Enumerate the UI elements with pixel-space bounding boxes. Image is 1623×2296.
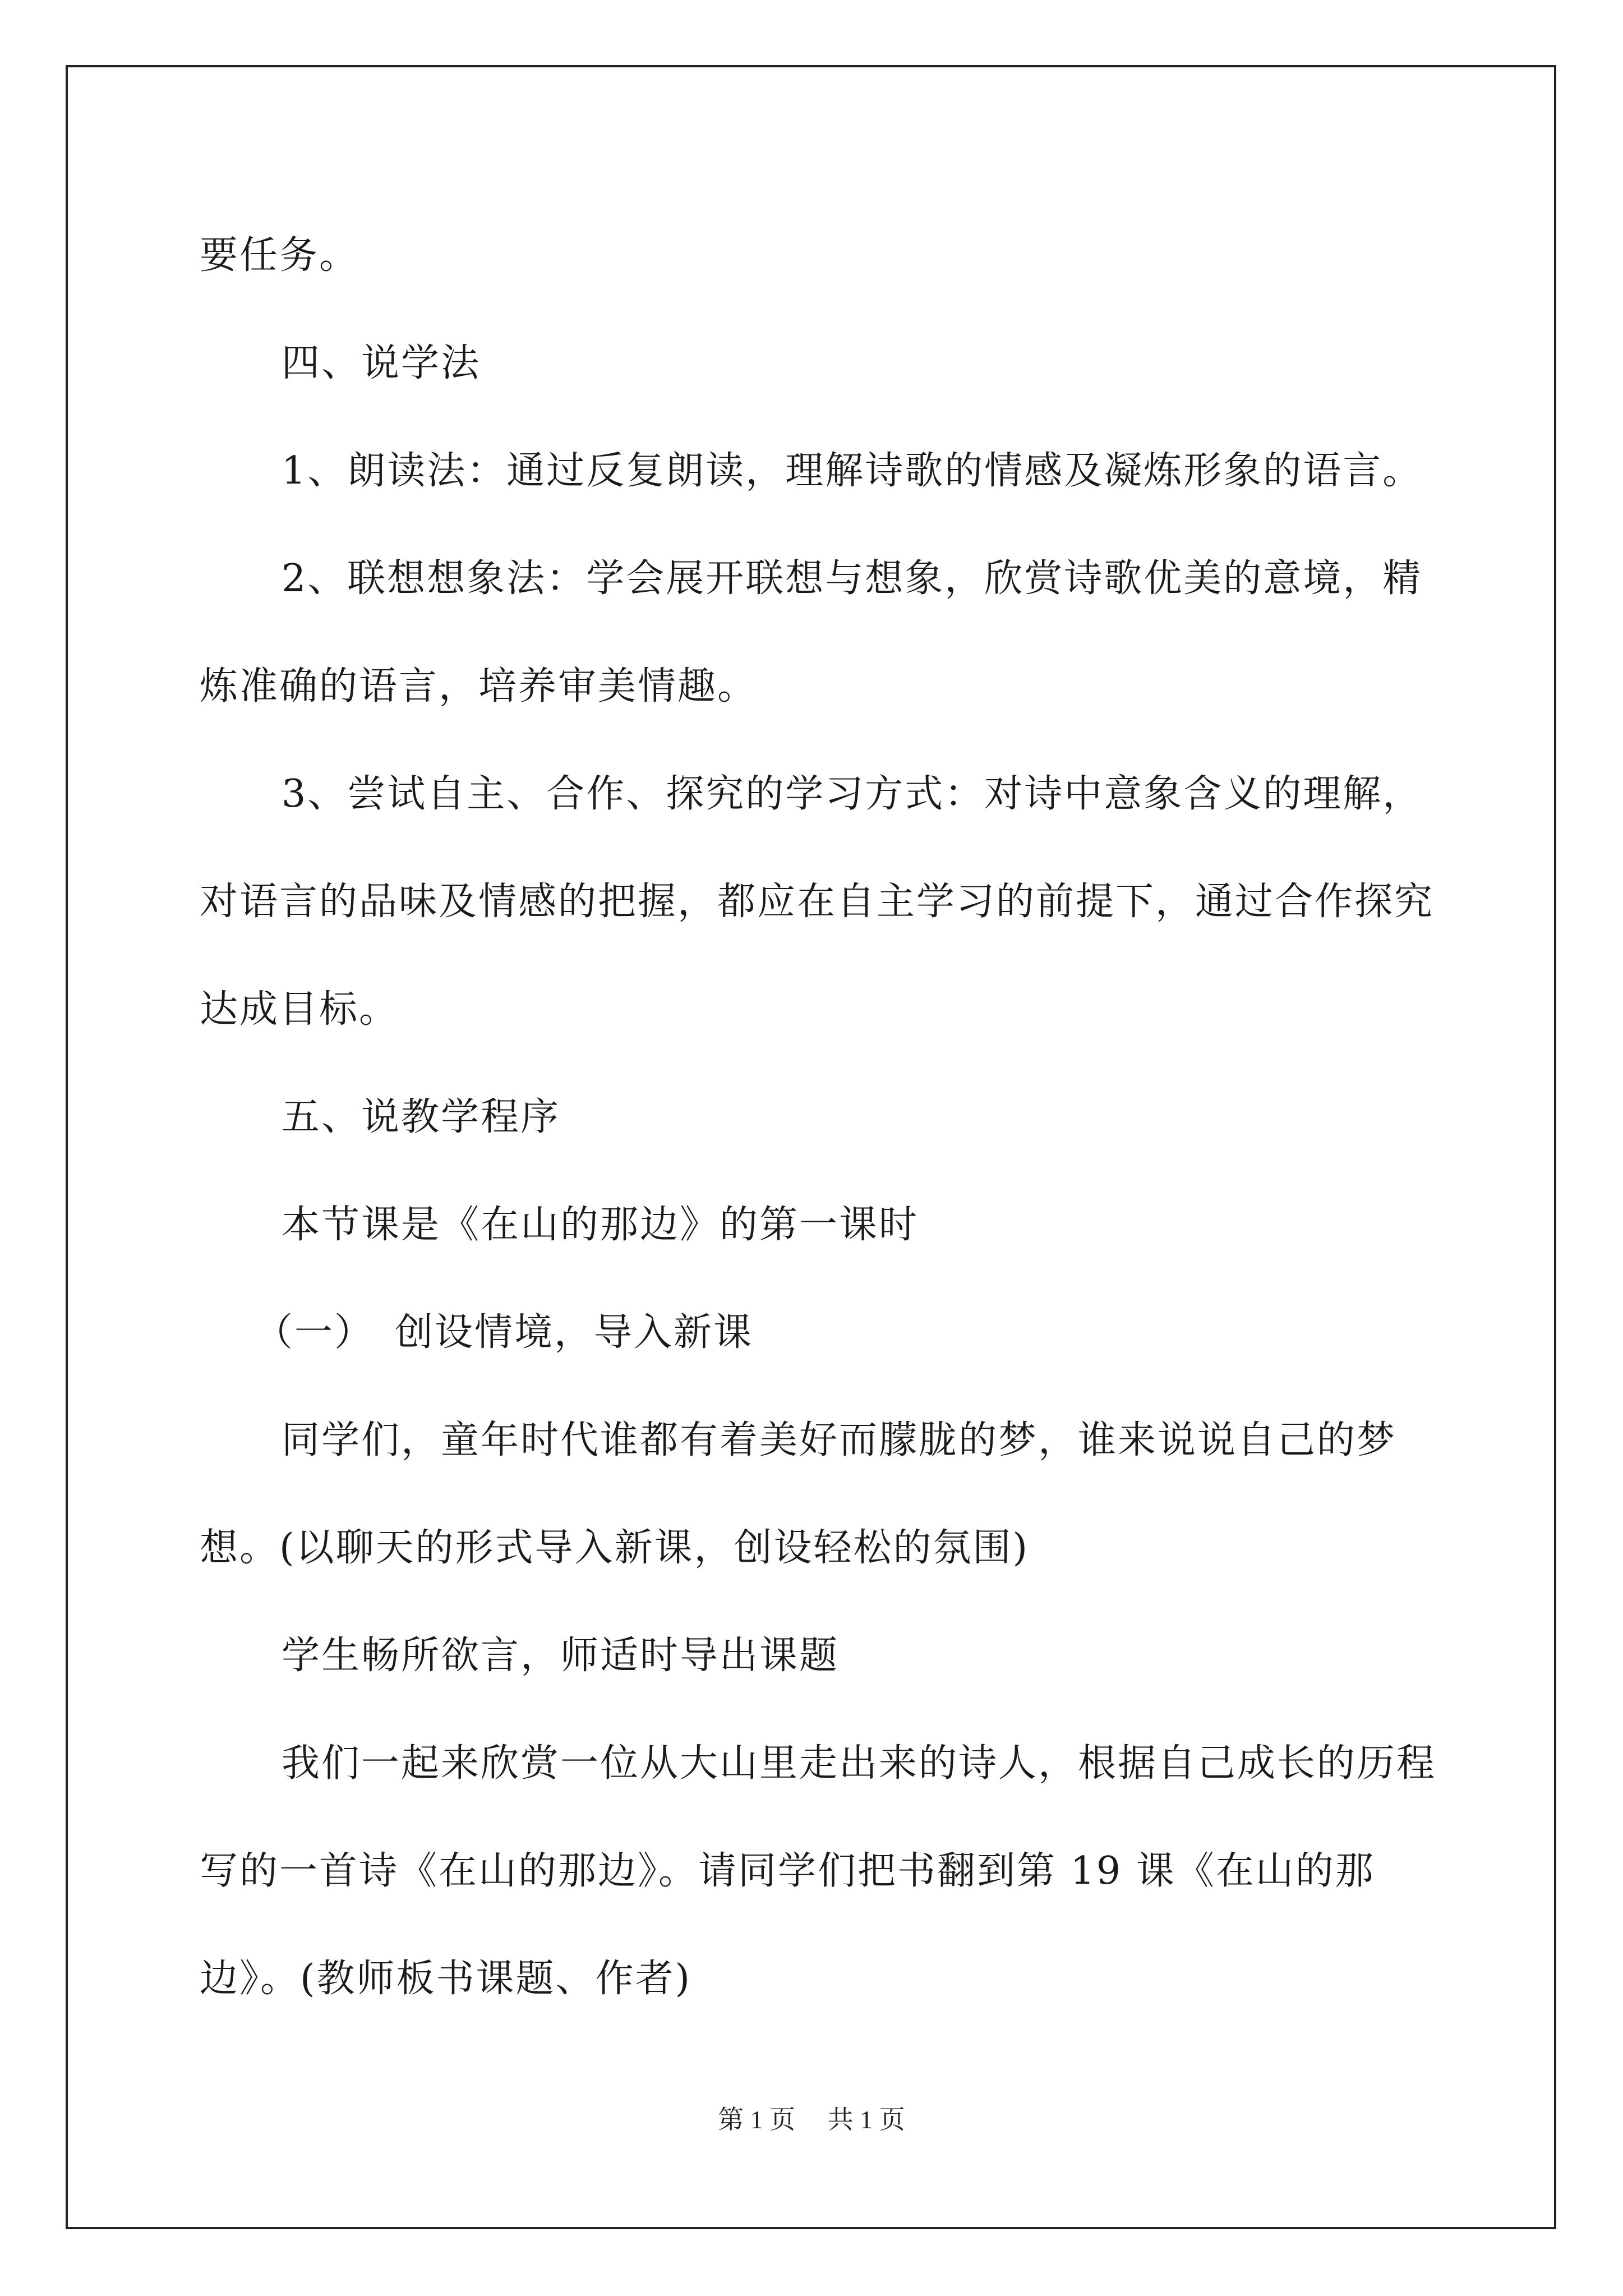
paragraph-dream-question: 同学们，童年时代谁都有着美好而朦胧的梦，谁来说说自己的梦想。(以聊天的形式导入新课，创设轻松的氛围) bbox=[200, 1418, 1397, 1570]
page-number-label: 第 1 页 共 1 页 bbox=[718, 2105, 905, 2134]
paragraph-lesson-intro: 本节课是《在山的那边》的第一课时 bbox=[282, 1203, 919, 1247]
paragraph-continuation: 要任务。 bbox=[200, 233, 359, 278]
document-body bbox=[200, 202, 1439, 2033]
subheading-create-scene: （一） 创设情境，导入新课 bbox=[255, 1310, 754, 1355]
paragraph-poem-intro: 我们一起来欣赏一位从大山里走出来的诗人，根据自己成长的历程写的一首诗《在山的那边》。请同学们把书翻到第 19 课《在山的那边》。(教师板书课题、作者) bbox=[200, 1741, 1437, 2001]
paragraph-imagination-method: 2、联想想象法：学会展开联想与想象，欣赏诗歌优美的意境，精炼准确的语言，培养审美情趣。 bbox=[200, 556, 1423, 708]
paragraph-students-speak: 学生畅所欲言，师适时导出课题 bbox=[282, 1634, 840, 1678]
page-footer bbox=[0, 2099, 1623, 2136]
paragraph-cooperative-method: 3、尝试自主、合作、探究的学习方式：对诗中意象含义的理解，对语言的品味及情感的把握，都应在自主学习的前提下，通过合作探究达成目标。 bbox=[200, 772, 1435, 1032]
section-heading-study-methods: 四、说学法 bbox=[282, 341, 481, 385]
paragraph-reading-method: 1、朗读法：通过反复朗读，理解诗歌的情感及凝炼形象的语言。 bbox=[282, 449, 1423, 493]
section-heading-teaching-procedure: 五、说教学程序 bbox=[282, 1095, 561, 1139]
